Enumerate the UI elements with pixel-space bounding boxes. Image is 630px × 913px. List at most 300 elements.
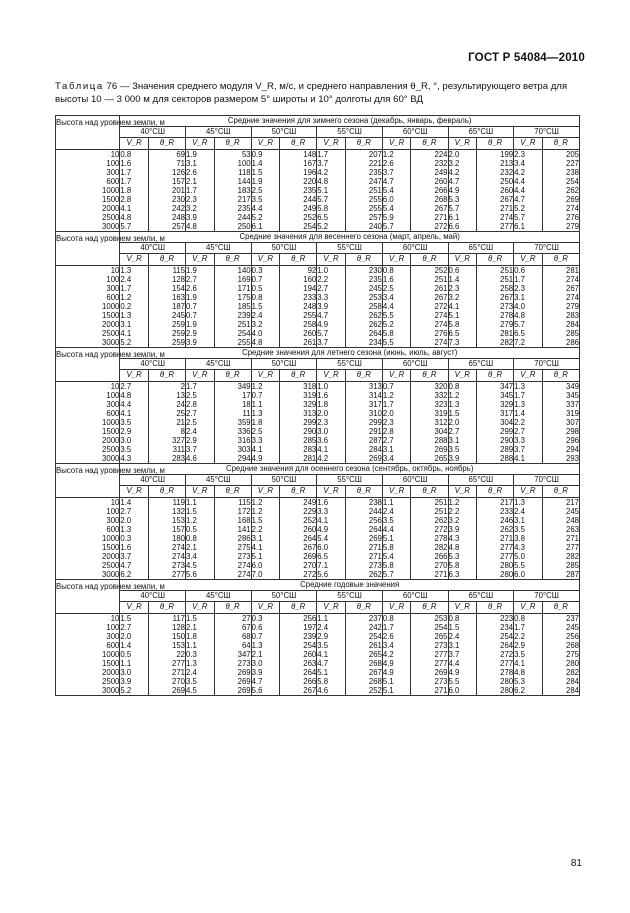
speed-value: 2.0 <box>317 409 329 418</box>
latitude-header: 65°СШ <box>448 243 514 254</box>
altitude-value: 1000 <box>102 186 120 195</box>
direction-value: 277 <box>172 570 186 579</box>
speed-value: 4.3 <box>448 534 460 543</box>
direction-value: 303 <box>237 445 251 454</box>
direction-value: 24 <box>176 400 186 409</box>
speed-value: 5.0 <box>514 552 525 561</box>
speed-value: 3.0 <box>317 427 329 436</box>
speed-value: 4.2 <box>448 168 460 177</box>
direction-value: 71 <box>176 159 186 168</box>
speed-value: 1.1 <box>251 400 263 409</box>
speed-value: 5.8 <box>317 677 329 686</box>
speed-value: 7.0 <box>251 570 263 579</box>
direction-value: 2 <box>180 382 186 391</box>
speed-value: 2.9 <box>186 329 197 338</box>
direction-column <box>477 150 514 232</box>
speed-value: 3.1 <box>448 436 460 445</box>
direction-value: 154 <box>172 284 186 293</box>
direction-value: 282 <box>565 668 579 677</box>
speed-value: 1.8 <box>317 400 329 409</box>
section-data <box>56 614 580 696</box>
direction-value: 258 <box>500 284 514 293</box>
direction-value: 68 <box>241 632 251 641</box>
speed-value: 2.7 <box>448 427 460 436</box>
direction-value: 27 <box>241 614 251 623</box>
direction-value: 274 <box>237 561 251 570</box>
theta-symbol: θ_R <box>477 486 514 498</box>
speed-value: 1.1 <box>186 641 197 650</box>
direction-column <box>411 498 448 580</box>
theta-symbol: θ_R <box>345 602 382 614</box>
speed-value: 1.3 <box>514 382 525 391</box>
latitude-header: 40°СШ <box>120 359 186 370</box>
direction-value: 183 <box>237 186 251 195</box>
speed-column <box>120 498 148 580</box>
speed-value: 6.1 <box>514 222 525 231</box>
speed-column <box>448 382 476 464</box>
latitude-header: 50°СШ <box>251 127 317 138</box>
speed-value: 3.0 <box>251 659 263 668</box>
v-symbol: V_R <box>251 370 279 382</box>
direction-value: 345 <box>500 391 514 400</box>
direction-value: 277 <box>500 659 514 668</box>
direction-value: 283 <box>565 311 579 320</box>
direction-value: 282 <box>565 552 579 561</box>
direction-value: 267 <box>434 293 448 302</box>
direction-value: 269 <box>434 445 448 454</box>
latitude-header: 60°СШ <box>382 243 448 254</box>
direction-value: 293 <box>565 454 579 463</box>
v-symbol: V_R <box>448 138 476 150</box>
speed-value: 3.4 <box>514 159 525 168</box>
direction-value: 163 <box>172 293 186 302</box>
direction-value: 267 <box>434 204 448 213</box>
speed-value: 4.9 <box>382 659 394 668</box>
direction-value: 252 <box>303 516 317 525</box>
speed-value: 0.2 <box>120 302 132 311</box>
speed-value: 3.5 <box>186 677 197 686</box>
direction-value: 281 <box>500 329 514 338</box>
speed-value: 3.9 <box>186 213 197 222</box>
speed-value: 6.0 <box>514 570 525 579</box>
direction-value: 277 <box>500 543 514 552</box>
altitude-header: Высота над уровнем земли, м <box>56 116 120 150</box>
direction-value: 318 <box>303 382 317 391</box>
direction-value: 319 <box>565 409 579 418</box>
speed-value: 1.1 <box>317 614 329 623</box>
v-symbol: V_R <box>382 370 410 382</box>
v-symbol: V_R <box>186 486 214 498</box>
speed-value: 1.8 <box>186 632 197 641</box>
speed-value: 4.1 <box>251 543 263 552</box>
altitude-value: 2500 <box>102 561 120 570</box>
speed-value: 2.1 <box>186 543 197 552</box>
speed-value: 0.7 <box>382 382 394 391</box>
speed-value: 1.2 <box>448 498 460 507</box>
altitude-value: 300 <box>106 632 120 641</box>
direction-value: 249 <box>303 204 317 213</box>
direction-value: 269 <box>237 677 251 686</box>
direction-value: 287 <box>565 570 579 579</box>
altitude-value: 3000 <box>102 222 120 231</box>
speed-value: 5.5 <box>514 561 525 570</box>
latitude-header: 50°СШ <box>251 359 317 370</box>
speed-value: 3.9 <box>186 338 197 347</box>
speed-value: 1.5 <box>251 168 263 177</box>
direction-value: 153 <box>172 641 186 650</box>
speed-value: 0.8 <box>448 382 460 391</box>
direction-value: 242 <box>172 204 186 213</box>
theta-symbol: θ_R <box>214 602 251 614</box>
direction-value: 286 <box>237 534 251 543</box>
latitude-header-row <box>56 127 580 138</box>
altitude-value: 600 <box>106 293 120 302</box>
direction-value: 13 <box>176 391 186 400</box>
speed-value: 1.7 <box>120 177 132 186</box>
speed-value: 5.8 <box>448 561 460 570</box>
speed-column <box>186 382 214 464</box>
speed-column <box>514 266 542 348</box>
altitude-header: Высота над уровнем земли, м <box>56 232 120 266</box>
direction-value: 115 <box>172 266 186 275</box>
direction-value: 273 <box>434 641 448 650</box>
direction-value: 279 <box>565 302 579 311</box>
speed-value: 5.4 <box>382 552 394 561</box>
direction-value: 249 <box>303 498 317 507</box>
speed-value: 3.3 <box>317 507 329 516</box>
latitude-header: 65°СШ <box>448 475 514 486</box>
direction-value: 269 <box>565 195 579 204</box>
speed-column <box>514 498 542 580</box>
direction-value: 347 <box>500 382 514 391</box>
v-symbol: V_R <box>448 602 476 614</box>
speed-value: 1.5 <box>120 614 132 623</box>
speed-value: 1.1 <box>382 498 394 507</box>
speed-value: 1.5 <box>251 302 263 311</box>
speed-value: 0.5 <box>186 525 197 534</box>
direction-value: 260 <box>303 329 317 338</box>
direction-value: 160 <box>303 275 317 284</box>
direction-value: 140 <box>237 266 251 275</box>
direction-value: 144 <box>237 177 251 186</box>
theta-symbol: θ_R <box>214 370 251 382</box>
direction-value: 262 <box>434 516 448 525</box>
direction-value: 247 <box>368 177 382 186</box>
theta-symbol: θ_R <box>214 138 251 150</box>
speed-value: 2.9 <box>120 427 132 436</box>
direction-value: 196 <box>303 168 317 177</box>
speed-column <box>120 614 148 696</box>
speed-value: 1.2 <box>186 516 197 525</box>
direction-value: 255 <box>303 311 317 320</box>
direction-value: 268 <box>368 677 382 686</box>
direction-value: 269 <box>237 686 251 695</box>
speed-value: 2.2 <box>251 525 263 534</box>
direction-value: 251 <box>500 266 514 275</box>
direction-value: 220 <box>303 177 317 186</box>
theta-symbol: θ_R <box>214 486 251 498</box>
direction-value: 261 <box>303 338 317 347</box>
altitude-value: 3000 <box>102 570 120 579</box>
symbol-row <box>56 254 580 266</box>
direction-value: 232 <box>434 159 448 168</box>
theta-symbol: θ_R <box>411 486 448 498</box>
direction-value: 274 <box>237 570 251 579</box>
speed-value: 1.9 <box>186 320 197 329</box>
speed-value: 5.7 <box>448 204 460 213</box>
direction-value: 260 <box>500 186 514 195</box>
v-symbol: V_R <box>251 486 279 498</box>
direction-value: 271 <box>434 570 448 579</box>
speed-value: 2.4 <box>251 311 263 320</box>
speed-value: 3.2 <box>448 293 460 302</box>
speed-value: 3.4 <box>186 552 197 561</box>
speed-value: 6.5 <box>317 552 329 561</box>
speed-value: 5.7 <box>120 222 132 231</box>
direction-value: 274 <box>434 311 448 320</box>
speed-value: 2.3 <box>514 150 525 159</box>
speed-value: 4.5 <box>186 561 197 570</box>
symbol-row <box>56 602 580 614</box>
speed-value: 4.6 <box>186 454 197 463</box>
speed-value: 4.1 <box>317 650 329 659</box>
direction-column <box>148 150 185 232</box>
altitude-value: 1000 <box>102 418 120 427</box>
direction-value: 274 <box>434 320 448 329</box>
direction-value: 258 <box>303 320 317 329</box>
latitude-header: 55°СШ <box>317 591 383 602</box>
speed-value: 6.3 <box>448 570 460 579</box>
speed-value: 1.4 <box>514 409 525 418</box>
direction-value: 244 <box>237 213 251 222</box>
v-symbol: V_R <box>186 254 214 266</box>
page-number: 81 <box>570 858 582 869</box>
direction-value: 261 <box>434 284 448 293</box>
v-symbol: V_R <box>120 370 148 382</box>
theta-symbol: θ_R <box>477 138 514 150</box>
v-symbol: V_R <box>514 486 542 498</box>
speed-value: 5.1 <box>448 311 460 320</box>
direction-value: 284 <box>368 445 382 454</box>
speed-value: 3.1 <box>251 534 263 543</box>
direction-value: 237 <box>368 614 382 623</box>
symbol-row <box>56 370 580 382</box>
speed-value: 1.2 <box>120 293 132 302</box>
direction-column <box>345 150 382 232</box>
speed-value: 2.4 <box>120 275 132 284</box>
latitude-header: 55°СШ <box>317 127 383 138</box>
direction-value: 157 <box>172 177 186 186</box>
speed-value: 1.2 <box>382 150 394 159</box>
direction-value: 271 <box>500 204 514 213</box>
direction-value: 285 <box>565 561 579 570</box>
speed-value: 1.5 <box>186 614 197 623</box>
speed-value: 4.0 <box>514 302 525 311</box>
latitude-header-row <box>56 359 580 370</box>
direction-value: 277 <box>565 543 579 552</box>
speed-value: 1.3 <box>448 400 460 409</box>
direction-value: 282 <box>500 338 514 347</box>
direction-value: 265 <box>368 650 382 659</box>
v-symbol: V_R <box>382 602 410 614</box>
direction-value: 69 <box>176 150 186 159</box>
speed-value: 4.8 <box>514 668 525 677</box>
speed-value: 0.3 <box>251 614 263 623</box>
direction-value: 235 <box>368 168 382 177</box>
speed-value: 5.7 <box>382 222 394 231</box>
direction-column <box>542 382 579 464</box>
theta-symbol: θ_R <box>345 370 382 382</box>
direction-value: 119 <box>172 498 186 507</box>
speed-value: 3.2 <box>186 204 197 213</box>
direction-value: 235 <box>237 204 251 213</box>
speed-value: 1.7 <box>317 150 329 159</box>
altitude-value: 2500 <box>102 213 120 222</box>
speed-value: 4.2 <box>317 454 329 463</box>
direction-value: 274 <box>565 275 579 284</box>
speed-value: 1.3 <box>251 641 263 650</box>
direction-value: 280 <box>500 677 514 686</box>
speed-value: 3.7 <box>317 159 329 168</box>
speed-value: 4.1 <box>317 445 329 454</box>
direction-value: 259 <box>172 329 186 338</box>
direction-value: 272 <box>434 525 448 534</box>
direction-value: 271 <box>500 534 514 543</box>
latitude-header: 60°СШ <box>382 591 448 602</box>
theta-symbol: θ_R <box>477 254 514 266</box>
direction-value: 273 <box>500 302 514 311</box>
direction-column <box>345 266 382 348</box>
direction-value: 271 <box>368 552 382 561</box>
direction-value: 329 <box>303 400 317 409</box>
speed-column <box>251 498 279 580</box>
direction-value: 267 <box>500 293 514 302</box>
speed-value: 5.7 <box>514 320 525 329</box>
speed-value: 3.2 <box>251 320 263 329</box>
speed-value: 2.9 <box>186 436 197 445</box>
speed-value: 5.5 <box>382 311 394 320</box>
speed-value: 0.8 <box>186 534 197 543</box>
direction-value: 8 <box>180 427 186 436</box>
speed-value: 1.4 <box>251 159 263 168</box>
direction-value: 251 <box>434 275 448 284</box>
theta-symbol: θ_R <box>477 370 514 382</box>
speed-value: 4.8 <box>120 213 132 222</box>
direction-value: 265 <box>434 454 448 463</box>
direction-column <box>542 614 579 696</box>
speed-value: 6.5 <box>317 213 329 222</box>
speed-value: 2.0 <box>382 409 394 418</box>
speed-value: 2.2 <box>514 632 525 641</box>
direction-value: 257 <box>368 213 382 222</box>
speed-value: 1.9 <box>186 266 197 275</box>
speed-value: 1.5 <box>448 409 460 418</box>
speed-value: 4.4 <box>514 177 525 186</box>
direction-column <box>542 150 579 232</box>
speed-value: 1.8 <box>120 186 132 195</box>
speed-value: 0.8 <box>382 266 394 275</box>
direction-value: 245 <box>368 284 382 293</box>
speed-value: 0.5 <box>120 650 132 659</box>
direction-value: 233 <box>303 293 317 302</box>
direction-column <box>280 614 317 696</box>
speed-value: 1.4 <box>448 275 460 284</box>
direction-value: 259 <box>172 320 186 329</box>
direction-value: 277 <box>434 650 448 659</box>
direction-value: 18 <box>241 400 251 409</box>
direction-value: 187 <box>172 302 186 311</box>
section-data <box>56 498 580 580</box>
direction-value: 270 <box>172 677 186 686</box>
v-symbol: V_R <box>186 602 214 614</box>
direction-value: 268 <box>565 641 579 650</box>
direction-value: 273 <box>368 561 382 570</box>
direction-value: 245 <box>565 507 579 516</box>
direction-value: 345 <box>565 391 579 400</box>
latitude-header: 50°СШ <box>251 475 317 486</box>
altitude-column <box>56 266 120 348</box>
speed-value: 5.8 <box>448 320 460 329</box>
altitude-column <box>56 150 120 232</box>
speed-value: 1.2 <box>382 391 394 400</box>
direction-value: 271 <box>434 686 448 695</box>
section-title-row <box>56 348 580 359</box>
section-title: Средние значения для весеннего сезона (март, апрель, май) <box>120 232 580 243</box>
speed-value: 5.1 <box>382 677 394 686</box>
speed-value: 2.7 <box>120 623 132 632</box>
direction-value: 278 <box>500 311 514 320</box>
direction-value: 269 <box>172 686 186 695</box>
direction-value: 349 <box>565 382 579 391</box>
section-title: Средние значения для осеннего сезона (сентябрь, октябрь, ноябрь) <box>120 464 580 475</box>
v-symbol: V_R <box>120 138 148 150</box>
speed-value: 2.7 <box>120 507 132 516</box>
speed-value: 4.1 <box>120 409 132 418</box>
direction-value: 254 <box>565 177 579 186</box>
speed-value: 6.6 <box>448 222 460 231</box>
speed-column <box>120 266 148 348</box>
speed-column <box>120 150 148 232</box>
direction-value: 239 <box>237 311 251 320</box>
direction-value: 272 <box>303 570 317 579</box>
speed-value: 5.9 <box>382 213 394 222</box>
speed-value: 1.3 <box>514 400 525 409</box>
theta-symbol: θ_R <box>542 370 579 382</box>
direction-value: 259 <box>172 338 186 347</box>
speed-value: 1.2 <box>448 391 460 400</box>
v-symbol: V_R <box>514 370 542 382</box>
direction-value: 261 <box>368 641 382 650</box>
theta-symbol: θ_R <box>542 486 579 498</box>
direction-value: 279 <box>500 320 514 329</box>
direction-value: 280 <box>500 561 514 570</box>
direction-value: 281 <box>565 266 579 275</box>
speed-value: 5.2 <box>317 222 329 231</box>
latitude-header: 70°СШ <box>514 243 580 254</box>
v-symbol: V_R <box>120 254 148 266</box>
latitude-header: 45°СШ <box>186 127 252 138</box>
latitude-header: 70°СШ <box>514 475 580 486</box>
theta-symbol: θ_R <box>148 486 185 498</box>
speed-value: 2.5 <box>186 391 197 400</box>
speed-value: 2.5 <box>251 427 263 436</box>
direction-column <box>477 614 514 696</box>
direction-column <box>477 382 514 464</box>
section-title-row <box>56 232 580 243</box>
direction-value: 277 <box>434 659 448 668</box>
speed-value: 2.7 <box>514 427 525 436</box>
speed-value: 3.7 <box>448 650 460 659</box>
